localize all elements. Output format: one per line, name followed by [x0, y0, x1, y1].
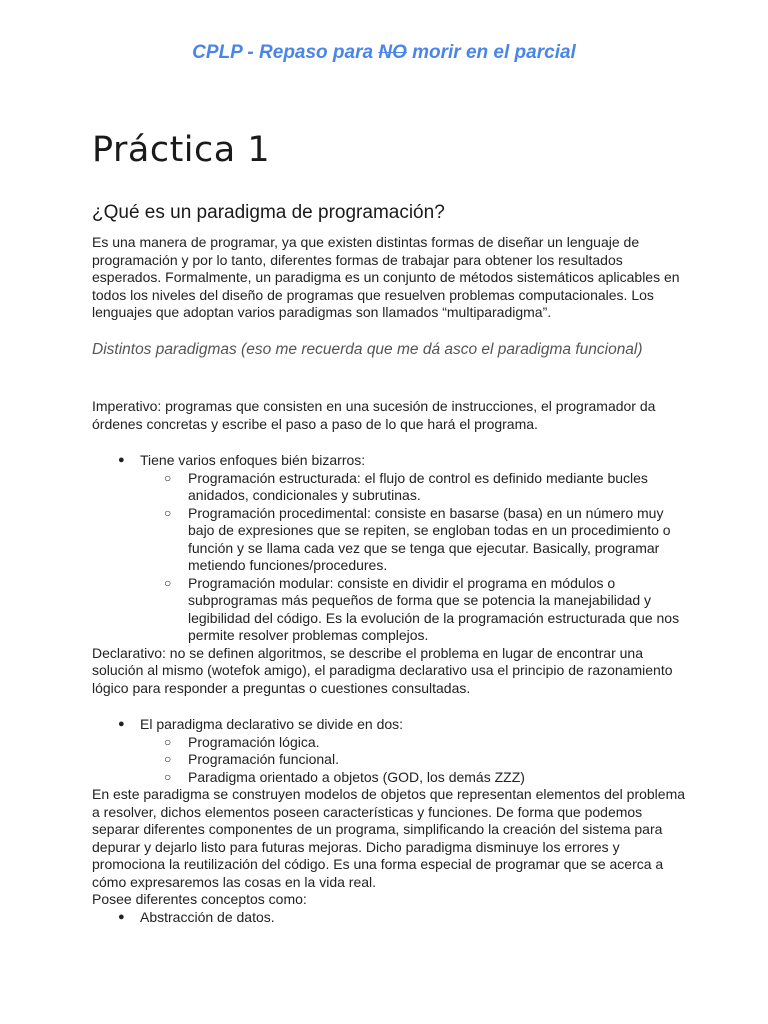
hollow-circle-icon: ○ — [164, 752, 172, 766]
list-item-text: Programación estructurada: el flujo de control es definido mediante bucles anidados, condicionales y subrutinas. — [188, 469, 648, 503]
header-strikethrough-word: NO — [378, 42, 407, 63]
list-item — [118, 452, 692, 645]
spacer — [92, 433, 692, 452]
list-item-text: Paradigma orientado a objetos (GOD, los demás ZZZ) — [188, 768, 525, 785]
list-item-text: Programación funcional. — [188, 751, 339, 767]
list-item — [164, 769, 692, 787]
list-item-text: Programación modular: consiste en dividir el programa en módulos o subprogramas más pequeños de forma que se potencia la manejabilidad y legibilidad del código. Es la evolución de la programación estructurada que nos permite resolver problemas complejos. — [188, 574, 680, 643]
list-item — [118, 909, 692, 927]
hollow-circle-icon: ○ — [164, 470, 172, 485]
list-item-text: Programación lógica. — [188, 733, 320, 750]
list-item-text: Tiene varios enfoques bién bizarros: — [140, 452, 366, 468]
imperative-sublist — [140, 470, 692, 645]
list-item — [164, 751, 692, 769]
list-item-text: Programación procedimental: consiste en basarse (basa) en un número muy bajo de expresiones que se repiten, se engloban todas en un procedimiento o función y se llama cada vez que se tenga que ejecutar. Basically, programar metiendo funciones/procedures. — [188, 504, 671, 573]
declarative-paragraph: Declarativo: no se definen algoritmos, se describe el problema en lugar de encontrar una solución al mismo (wotefok amigo), el paradigma declarativo usa el principio de razonamiento lógico para responder a preguntas o cuestiones consultadas. — [92, 644, 673, 696]
list-item-text: El paradigma declarativo se divide en dos: — [140, 716, 404, 732]
oop-paragraph: En este paradigma se construyen modelos de objetos que representan elementos del problema a resolver, dichos elementos poseen características y funciones. De forma que podemos separar diferentes componentes de un programa, simplificando la creación del sistema para depurar y dejarlo listo para futuras mejoras. Dicho paradigma disminuye los errores y promociona la reutilización del código. Es una forma especial de programar que se acerca a cómo expresaremos las cosas en la vida real. — [92, 786, 686, 890]
concepts-list — [92, 909, 692, 927]
filled-circle-icon: ● — [118, 718, 125, 730]
hollow-circle-icon: ○ — [164, 575, 172, 590]
declarative-sublist — [140, 734, 692, 787]
list-item — [118, 716, 692, 786]
imperative-paragraph: Imperativo: programas que consisten en una sucesión de instrucciones, el programador da órdenes concretas y escribe el paso a paso de lo que hará el programa. — [92, 398, 656, 432]
section-heading: ¿Qué es un paradigma de programación? — [92, 202, 445, 223]
hollow-circle-icon: ○ — [164, 769, 172, 784]
page-title: Práctica 1 — [92, 130, 271, 170]
hollow-circle-icon: ○ — [164, 505, 172, 520]
spacer — [92, 697, 692, 716]
spacer — [92, 358, 692, 398]
header-prefix: CPLP - Repaso para — [192, 42, 379, 63]
declarative-list — [92, 716, 692, 786]
header-suffix: morir en el parcial — [406, 42, 576, 63]
filled-circle-icon: ● — [118, 454, 125, 466]
list-item — [164, 734, 692, 752]
list-item — [164, 470, 692, 505]
paradigms-subheading: Distintos paradigmas (eso me recuerda que me dá asco el paradigma funcional) — [92, 340, 643, 358]
hollow-circle-icon: ○ — [164, 734, 172, 749]
intro-paragraph: Es una manera de programar, ya que existen distintas formas de diseñar un lenguaje de programación y por lo tanto, diferentes formas de trabajar para obtener los resultados esperados. Formalmente, un paradigma es un conjunto de métodos sistemáticos aplicables en todos los niveles del diseño de programas que resuelven problemas computacionales. Los lenguajes que adoptan varios paradigmas son llamados “multiparadigma”. — [92, 234, 680, 320]
list-item-text: Abstracción de datos. — [140, 908, 275, 925]
document-body — [92, 234, 692, 926]
imperative-list — [92, 452, 692, 645]
concepts-intro: Posee diferentes conceptos como: — [92, 891, 307, 907]
list-item — [164, 505, 692, 575]
document-header — [0, 42, 768, 64]
filled-circle-icon: ● — [118, 910, 125, 923]
list-item — [164, 575, 692, 645]
